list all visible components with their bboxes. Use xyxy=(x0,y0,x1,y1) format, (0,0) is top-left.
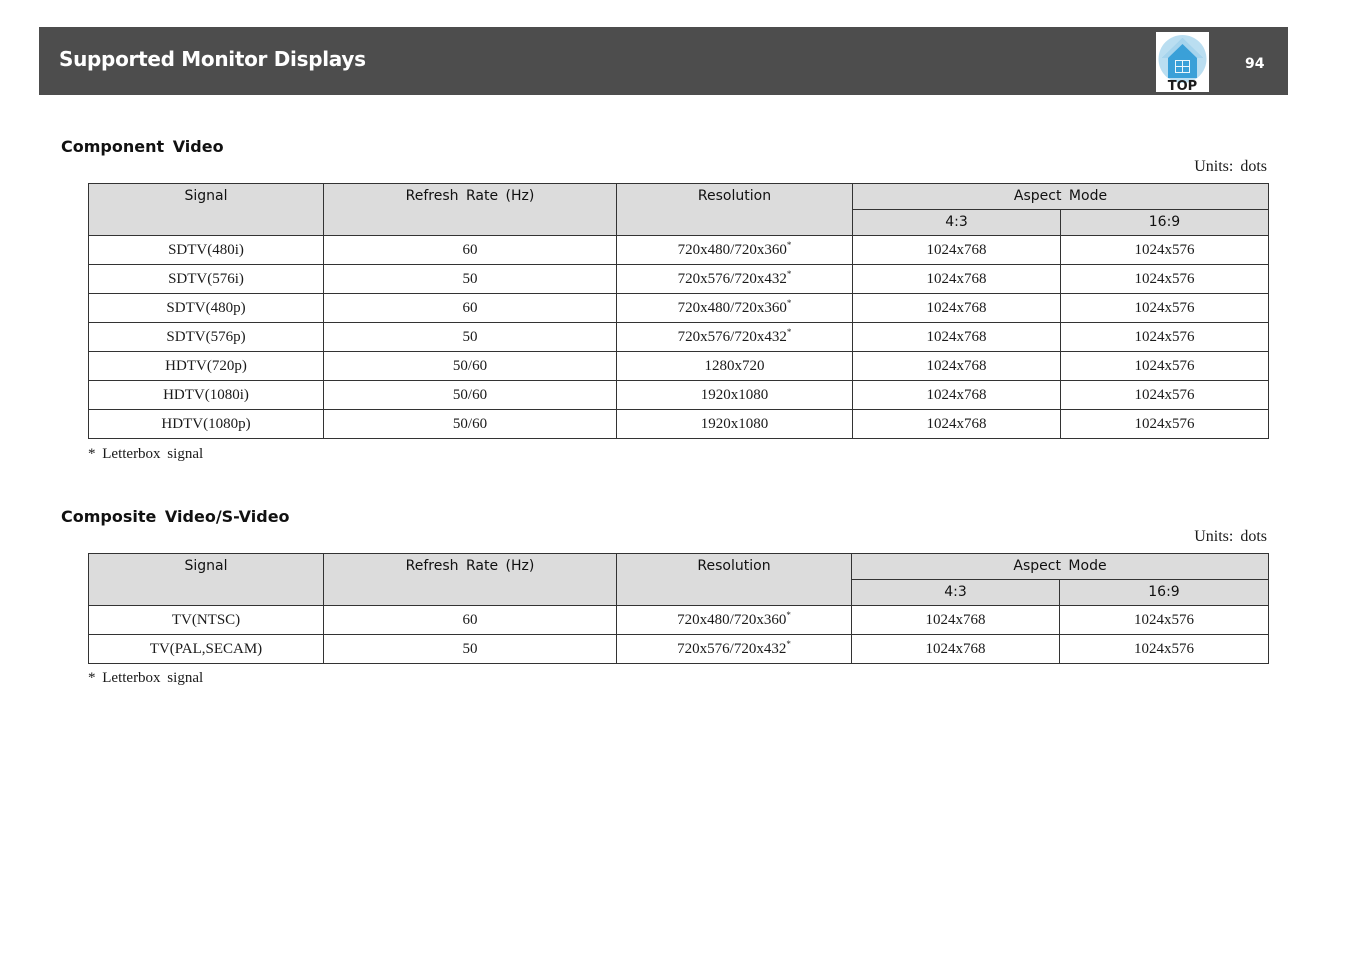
aspect-16-9-cell: 1024x576 xyxy=(1061,265,1269,294)
signal-cell: SDTV(480p) xyxy=(89,294,324,323)
aspect-16-9-cell: 1024x576 xyxy=(1061,236,1269,265)
table-row xyxy=(89,381,1269,410)
column-header-aspect-16-9: 16:9 xyxy=(1060,580,1269,606)
letterbox-note-mark: * xyxy=(786,638,791,649)
resolution-value: 720x480/720x360 xyxy=(677,241,787,258)
resolution-cell xyxy=(617,381,853,410)
resolution-cell xyxy=(617,236,853,265)
aspect-16-9-cell: 1024x576 xyxy=(1061,410,1269,439)
column-header-aspect-4-3: 4:3 xyxy=(852,580,1060,606)
column-header-aspect-mode: Aspect Mode xyxy=(853,184,1269,210)
page-header xyxy=(39,27,1288,95)
aspect-4-3-cell: 1024x768 xyxy=(853,352,1061,381)
aspect-4-3-cell: 1024x768 xyxy=(853,381,1061,410)
table-row xyxy=(89,294,1269,323)
top-button[interactable] xyxy=(1156,32,1209,92)
aspect-4-3-cell: 1024x768 xyxy=(853,265,1061,294)
aspect-4-3-cell: 1024x768 xyxy=(853,410,1061,439)
refresh-cell: 50 xyxy=(324,265,617,294)
signal-cell: SDTV(480i) xyxy=(89,236,324,265)
signal-cell: HDTV(1080i) xyxy=(89,381,324,410)
column-header-signal: Signal xyxy=(89,554,324,606)
resolution-value: 1920x1080 xyxy=(700,415,769,432)
page-title: Supported Monitor Displays xyxy=(59,47,366,71)
aspect-4-3-cell: 1024x768 xyxy=(852,635,1060,664)
resolution-cell xyxy=(617,352,853,381)
resolution-cell xyxy=(617,294,853,323)
resolution-value: 720x576/720x432 xyxy=(677,328,787,345)
signal-cell: TV(PAL,SECAM) xyxy=(89,635,324,664)
signal-cell: TV(NTSC) xyxy=(89,606,324,635)
aspect-16-9-cell: 1024x576 xyxy=(1060,635,1269,664)
component-units: Units: dots xyxy=(1194,158,1267,175)
table-row xyxy=(89,323,1269,352)
signal-cell: HDTV(720p) xyxy=(89,352,324,381)
column-header-aspect-mode: Aspect Mode xyxy=(852,554,1269,580)
refresh-cell: 50/60 xyxy=(324,352,617,381)
composite-units: Units: dots xyxy=(1194,528,1267,545)
column-header-aspect-4-3: 4:3 xyxy=(853,210,1061,236)
page-number: 94 xyxy=(1245,56,1265,72)
letterbox-note-mark: * xyxy=(786,609,791,620)
resolution-value: 1920x1080 xyxy=(700,386,769,403)
aspect-16-9-cell: 1024x576 xyxy=(1061,352,1269,381)
aspect-16-9-cell: 1024x576 xyxy=(1061,294,1269,323)
refresh-cell: 50 xyxy=(324,323,617,352)
letterbox-note-mark: * xyxy=(786,239,792,250)
signal-cell: SDTV(576p) xyxy=(89,323,324,352)
letterbox-note-mark: * xyxy=(786,268,792,279)
house-icon xyxy=(1156,32,1209,92)
resolution-value: 1280x720 xyxy=(704,357,765,374)
signal-cell: HDTV(1080p) xyxy=(89,410,324,439)
column-header-signal: Signal xyxy=(89,184,324,236)
aspect-4-3-cell: 1024x768 xyxy=(852,606,1060,635)
table-row xyxy=(89,606,1269,635)
letterbox-note-mark: * xyxy=(786,326,792,337)
top-label: TOP xyxy=(1167,79,1198,92)
column-header-resolution: Resolution xyxy=(617,184,853,236)
column-header-refresh-rate: Refresh Rate (Hz) xyxy=(324,184,617,236)
resolution-cell xyxy=(617,410,853,439)
resolution-cell xyxy=(617,323,853,352)
resolution-cell xyxy=(617,606,852,635)
aspect-4-3-cell: 1024x768 xyxy=(853,323,1061,352)
table-row xyxy=(89,265,1269,294)
signal-cell: SDTV(576i) xyxy=(89,265,324,294)
refresh-cell: 50/60 xyxy=(324,381,617,410)
refresh-cell: 50/60 xyxy=(324,410,617,439)
refresh-cell: 60 xyxy=(324,606,617,635)
table-row xyxy=(89,635,1269,664)
table-row xyxy=(89,236,1269,265)
composite-footnote: * Letterbox signal xyxy=(88,670,204,686)
composite-section-title: Composite Video/S-Video xyxy=(61,507,290,526)
aspect-4-3-cell: 1024x768 xyxy=(853,294,1061,323)
aspect-16-9-cell: 1024x576 xyxy=(1060,606,1269,635)
column-header-refresh-rate: Refresh Rate (Hz) xyxy=(324,554,617,606)
refresh-cell: 60 xyxy=(324,294,617,323)
component-section-title: Component Video xyxy=(61,137,224,156)
component-footnote: * Letterbox signal xyxy=(88,446,204,462)
aspect-16-9-cell: 1024x576 xyxy=(1061,381,1269,410)
resolution-cell xyxy=(617,265,853,294)
table-row xyxy=(89,410,1269,439)
resolution-cell xyxy=(617,635,852,664)
resolution-value: 720x576/720x432 xyxy=(677,270,787,287)
resolution-value: 720x576/720x432 xyxy=(677,640,787,657)
table-row xyxy=(89,352,1269,381)
aspect-4-3-cell: 1024x768 xyxy=(853,236,1061,265)
composite-table xyxy=(88,553,1269,664)
refresh-cell: 60 xyxy=(324,236,617,265)
aspect-16-9-cell: 1024x576 xyxy=(1061,323,1269,352)
resolution-value: 720x480/720x360 xyxy=(677,611,787,628)
column-header-resolution: Resolution xyxy=(617,554,852,606)
letterbox-note-mark: * xyxy=(786,297,792,308)
resolution-value: 720x480/720x360 xyxy=(677,299,787,316)
refresh-cell: 50 xyxy=(324,635,617,664)
component-table xyxy=(88,183,1269,439)
column-header-aspect-16-9: 16:9 xyxy=(1061,210,1269,236)
